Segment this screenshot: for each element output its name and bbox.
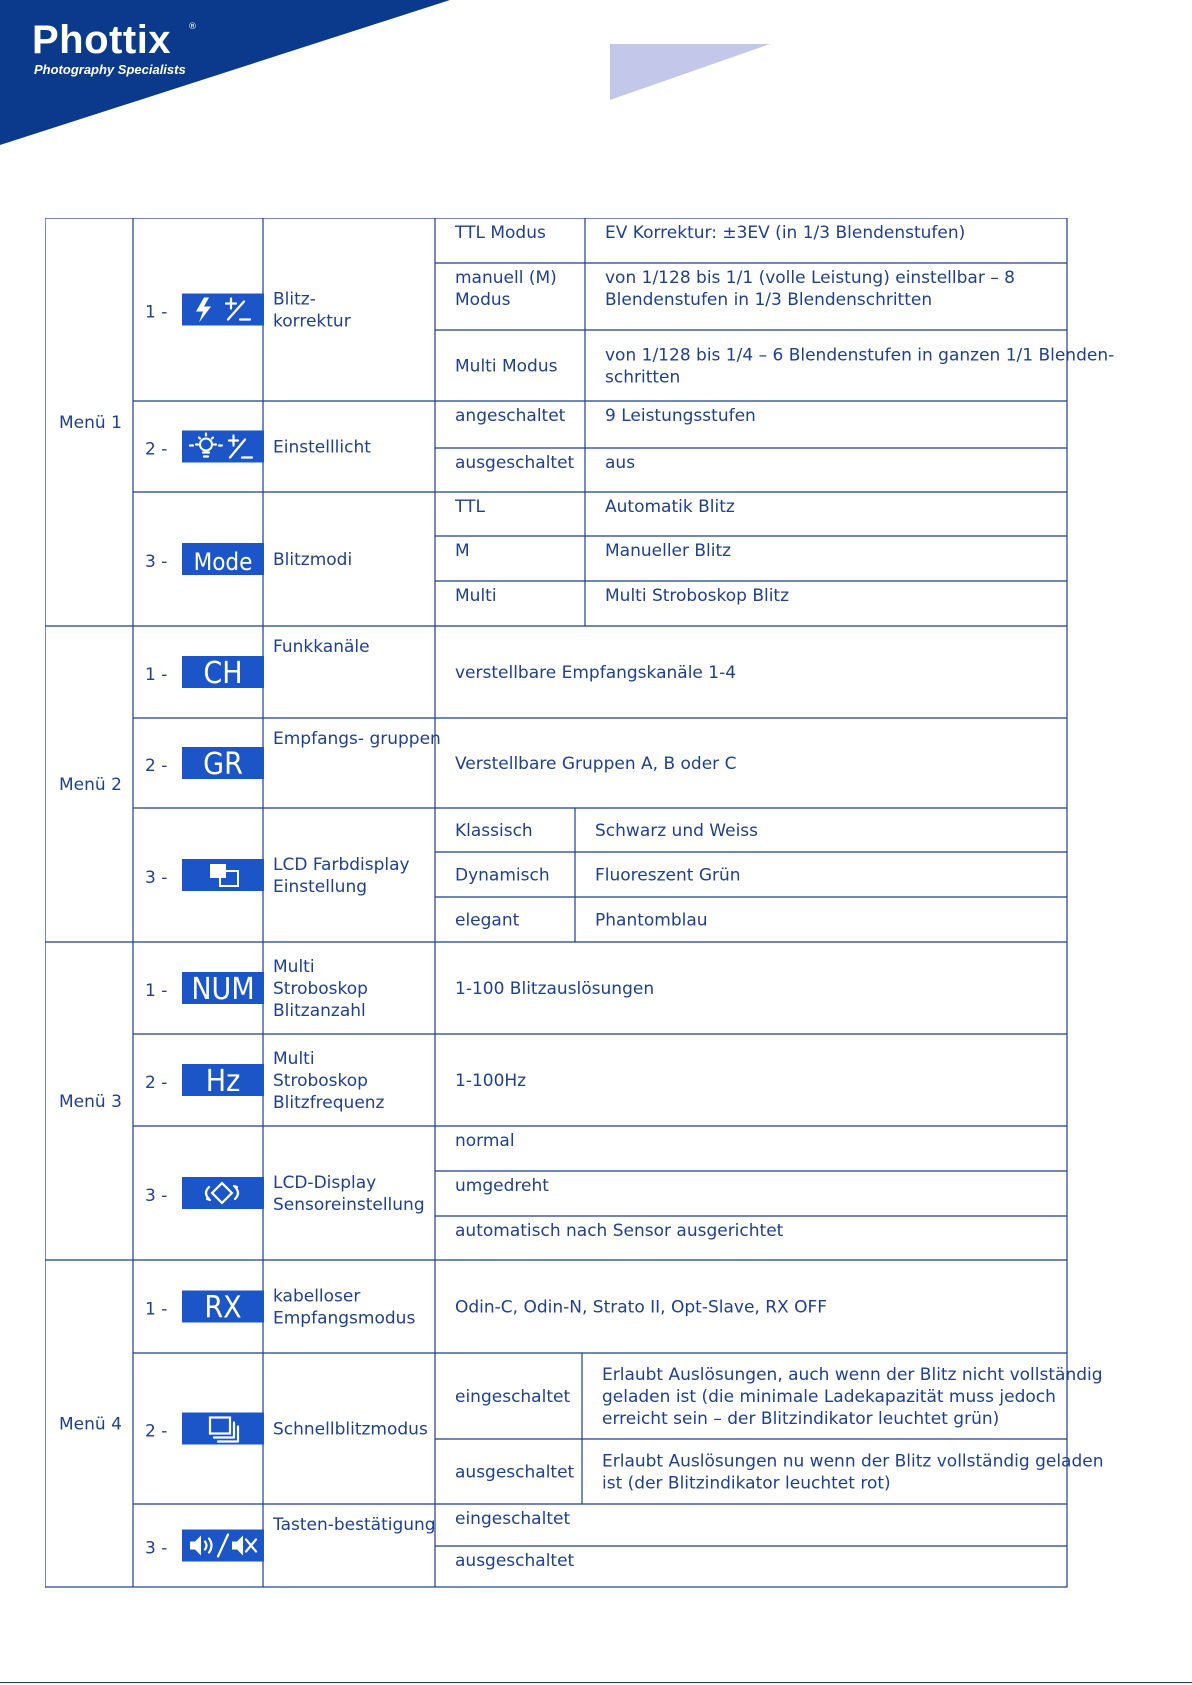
icon-label: NUM: [191, 972, 255, 1007]
option-description: EV Korrektur: ±3EV (in 1/3 Blendenstufen): [605, 223, 966, 243]
item-name: Empfangs- gruppen: [273, 729, 441, 749]
icon-label: RX: [204, 1290, 242, 1326]
num-icon: [182, 972, 264, 1007]
rx-icon: [182, 1291, 264, 1326]
option-mode: Klassisch: [455, 821, 533, 841]
icon-label: GR: [203, 747, 243, 782]
option-mode: eingeschaltet: [455, 1387, 571, 1407]
flash-compensation-icon: [182, 294, 264, 326]
item-value: eingeschaltet: [455, 1509, 571, 1529]
option-mode: Dynamisch: [455, 865, 550, 886]
option-mode: ausgeschaltet: [455, 453, 575, 473]
option-mode: Multi: [455, 586, 497, 606]
item-name: Multi Stroboskop Blitzfrequenz: [273, 1049, 385, 1113]
item-number: 3 -: [145, 1538, 168, 1559]
option-description: Schwarz und Weiss: [595, 821, 759, 841]
option-description: Fluoreszent Grün: [595, 865, 741, 886]
item-name: Multi Stroboskop Blitzanzahl: [273, 957, 368, 1021]
footer-rule: [0, 1682, 1192, 1683]
option-description: Automatik Blitz: [605, 497, 735, 517]
registered-mark: ®: [188, 22, 197, 32]
option-description: Erlaubt Auslösungen nu wenn der Blitz vollständig geladen ist (der Blitzindikator leuchtet rot): [602, 1451, 1104, 1494]
item-number: 1 -: [145, 665, 168, 685]
modeling-light-icon: [182, 431, 264, 463]
item-number: 3 -: [145, 552, 168, 572]
option-mode: TTL: [455, 497, 485, 517]
option-description: Phantomblau: [595, 910, 708, 931]
item-value: 1-100 Blitzauslösungen: [455, 979, 655, 999]
item-name: LCD Farbdisplay Einstellung: [273, 855, 410, 897]
item-number: 3 -: [145, 868, 168, 888]
item-number: 3 -: [145, 1186, 168, 1206]
item-name: Funkkanäle: [273, 637, 370, 657]
lcd-color-icon: [182, 859, 264, 891]
menu-label: Menü 4: [59, 1414, 122, 1435]
spec-table: [45, 218, 1145, 1588]
item-name: Blitz-korrektur: [273, 289, 351, 332]
option-mode: M: [455, 541, 470, 561]
item-name: kabelloser Empfangsmodus: [273, 1286, 416, 1329]
item-number: 2 -: [145, 756, 168, 776]
item-number: 2 -: [145, 439, 168, 460]
item-name: Schnellblitzmodus: [273, 1419, 428, 1440]
menu-label: Menü 3: [59, 1092, 122, 1112]
item-name: Einstelllicht: [273, 437, 371, 458]
brand-tagline: Photography Specialists: [34, 62, 186, 77]
hz-icon: [182, 1064, 264, 1099]
item-value: Verstellbare Gruppen A, B oder C: [455, 754, 737, 774]
item-value: ausgeschaltet: [455, 1551, 575, 1571]
icon-label: CH: [203, 656, 243, 691]
option-description: Multi Stroboskop Blitz: [605, 586, 790, 606]
item-number: 1 -: [145, 1299, 168, 1320]
option-description: aus: [605, 453, 636, 473]
mode-icon: [182, 543, 264, 576]
item-number: 2 -: [145, 1421, 168, 1442]
item-value: 1-100Hz: [455, 1071, 527, 1091]
rotate-sensor-icon: [182, 1177, 264, 1209]
option-description: von 1/128 bis 1/1 (volle Leistung) einstellbar – 8 Blendenstufen in 1/3 Blendenschritten: [605, 268, 1015, 310]
item-value: normal: [455, 1131, 515, 1151]
icon-label: Hz: [205, 1064, 241, 1099]
brand-logo: Phottix: [32, 18, 172, 62]
option-mode: elegant: [455, 910, 520, 931]
accent-triangle: [610, 44, 770, 100]
option-mode: manuell (M) Modus: [455, 268, 557, 310]
option-description: 9 Leistungsstufen: [605, 406, 756, 426]
item-value: automatisch nach Sensor ausgerichtet: [455, 1221, 784, 1241]
icon-label: Mode: [193, 548, 253, 576]
item-value: Odin-C, Odin-N, Strato II, Opt-Slave, RX OFF: [455, 1297, 828, 1318]
sound-on-off-icon: [182, 1530, 264, 1562]
item-value: verstellbare Empfangskanäle 1-4: [455, 663, 737, 683]
item-number: 1 -: [145, 981, 168, 1001]
option-description: Manueller Blitz: [605, 541, 732, 561]
item-name: Blitzmodi: [273, 550, 353, 570]
group-icon: [182, 747, 264, 782]
option-mode: ausgeschaltet: [455, 1462, 575, 1483]
item-number: 1 -: [145, 302, 168, 323]
quick-flash-icon: [182, 1413, 264, 1445]
option-mode: angeschaltet: [455, 406, 566, 426]
option-description: von 1/128 bis 1/4 – 6 Blendenstufen in ganzen 1/1 Blenden-schritten: [605, 345, 1115, 388]
channel-icon: [182, 656, 264, 691]
item-name: LCD-Display Sensoreinstellung: [273, 1173, 425, 1215]
option-mode: Multi Modus: [455, 356, 558, 377]
option-mode: TTL Modus: [455, 223, 546, 243]
menu-label: Menü 2: [59, 775, 122, 795]
item-number: 2 -: [145, 1073, 168, 1093]
option-description: Erlaubt Auslösungen, auch wenn der Blitz nicht vollständig geladen ist (die minimale Ladekapazität muss jedoch erreicht sein – der Blitzindikator leuchtet grün): [602, 1365, 1103, 1429]
menu-label: Menü 1: [59, 413, 122, 433]
item-value: umgedreht: [455, 1176, 549, 1196]
item-name: Tasten-bestätigung: [273, 1515, 436, 1535]
